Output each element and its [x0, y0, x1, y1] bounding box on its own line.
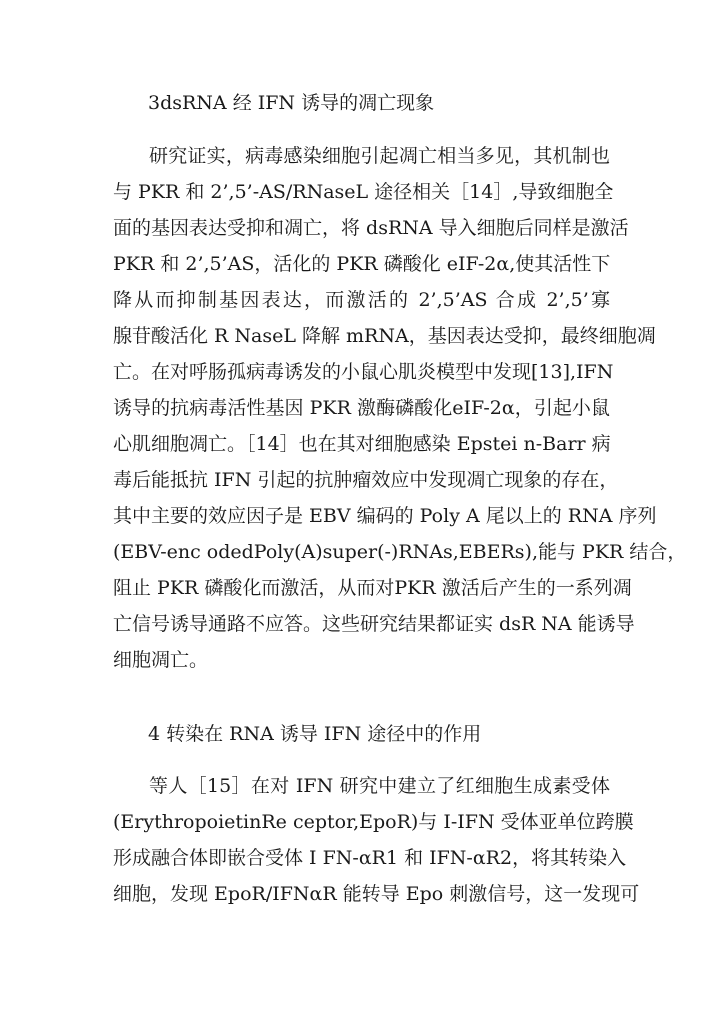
text-line: PKR 和 2’,5’AS，活化的 PKR 磷酸化 eIF-2α,使其活性下 [113, 253, 611, 275]
text-line: 降从而抑制基因表达，而激活的 2’,5’AS 合成 2’,5’寡 [113, 289, 610, 311]
text-line: 研究证实，病毒感染细胞引起凋亡相当多见，其机制也 [149, 145, 610, 167]
text-line: 毒后能抵抗 IFN 引起的抗肿瘤效应中发现凋亡现象的存在， [113, 469, 619, 491]
section-heading: 3dsRNA 经 IFN 诱导的凋亡现象 [148, 92, 435, 114]
paragraph [113, 138, 687, 678]
text-line: 腺苷酸活化 R NaseL 降解 mRNA，基因表达受抑，最终细胞凋 [113, 325, 656, 347]
text-line: 其中主要的效应因子是 EBV 编码的 Poly A 尾以上的 RNA 序列 [113, 505, 657, 527]
text-line: 细胞凋亡。 [113, 649, 209, 671]
text-line: (ErythropoietinRe ceptor,EpoR)与 I-IFN 受体亚单位跨膜 [113, 811, 634, 833]
text-line: 诱导的抗病毒活性基因 PKR 激酶磷酸化eIF-2α，引起小鼠 [113, 397, 610, 419]
text-line: 等人［15］在对 IFN 研究中建立了红细胞生成素受体 [149, 775, 610, 797]
text-line: 面的基因表达受抑和凋亡，将 dsRNA 导入细胞后同样是激活 [113, 217, 629, 239]
paragraph [113, 768, 640, 912]
text-line: 形成融合体即嵌合受体 I FN-αR1 和 IFN-αR2，将其转染入 [113, 847, 627, 869]
text-line: 心肌细胞凋亡。［14］也在其对细胞感染 Epstei n-Barr 病 [113, 433, 611, 455]
text-line: 细胞，发现 EpoR/IFNαR 能转导 Epo 刺激信号，这一发现可 [113, 883, 640, 905]
text-line: 亡信号诱导通路不应答。这些研究结果都证实 dsR NA 能诱导 [113, 613, 635, 635]
text-line: 阻止 PKR 磷酸化而激活，从而对PKR 激活后产生的一系列凋 [113, 577, 632, 599]
section-heading: 4 转染在 RNA 诱导 IFN 途径中的作用 [148, 723, 482, 745]
text-line: 与 PKR 和 2’,5’-AS/RNaseL 途径相关［14］,导致细胞全 [113, 181, 614, 203]
text-line: 亡。在对呼肠孤病毒诱发的小鼠心肌炎模型中发现[13],IFN [113, 361, 614, 383]
text-line: (EBV-enc odedPoly(A)super(-)RNAs,EBERs),能与 PKR 结合， [113, 541, 687, 563]
